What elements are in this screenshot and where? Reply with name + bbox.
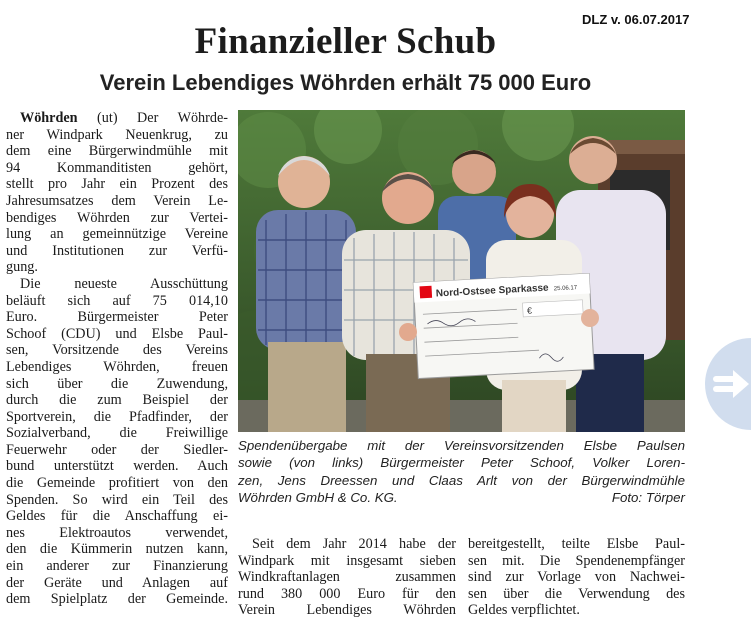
text-line: sen mit. Die Spendenempfänger — [468, 552, 685, 569]
text-line: Die neueste Ausschüttung — [20, 275, 228, 292]
text-line: Lebendiges Wöhrden, freuen — [6, 358, 228, 375]
text-line: die Gemeinde profitiert von den — [6, 475, 228, 492]
text-line: ner Windpark Neuenkrug, zu — [6, 126, 228, 143]
caption-line: sowie (von links) Bürgermeister Peter Schoof, Volker Loren- — [238, 455, 685, 471]
text-line: Windpark mit insgesamt sieben — [238, 552, 456, 569]
text-line: nes Elektroautos verwendet, — [6, 524, 228, 541]
text-line: bund unterstützt werden. Auch — [6, 458, 228, 475]
text-line: Windkraftanlagen zusammen — [238, 569, 456, 586]
text-line: (ut) Der Wöhrde- — [77, 110, 228, 126]
group-photo — [238, 110, 685, 432]
text-line: rund 380 000 Euro für den — [238, 585, 456, 602]
text-line: sen, Vorsitzende des Vereins — [6, 342, 228, 359]
text-line: dem eine Bürgerwindmühle mit — [6, 143, 228, 160]
caption-line: zen, Jens Dreessen und Claas Arlt von der Bürgerwindmühle — [238, 472, 685, 488]
text-line: Seit dem Jahr 2014 habe der — [252, 536, 456, 552]
cheque-date: 25.06.17 — [553, 285, 578, 293]
text-line: Spenden. So wird ein Teil des — [6, 491, 228, 508]
text-line: der Geräte und Anlagen auf — [6, 574, 228, 591]
caption-line: Wöhrden GmbH & Co. KG. — [238, 490, 398, 506]
text-line: Euro. Bürgermeister Peter — [6, 309, 228, 326]
text-line: bereitgestellt, teilte Elsbe Paul- — [468, 536, 685, 552]
paragraph-2 — [6, 276, 228, 608]
text-line: stellt pro Jahr ein Prozent des — [6, 176, 228, 193]
caption-line: Spendenübergabe mit der Vereinsvorsitzenden Elsbe Paulsen — [238, 438, 685, 453]
text-line: Sozialverband, die Freiwillige — [6, 425, 228, 442]
next-page-button[interactable] — [705, 338, 751, 430]
subheadline: Verein Lebendiges Wöhrden erhält 75 000 Euro — [99, 70, 592, 95]
text-line: Geldes für die Anschaffung ei- — [6, 508, 228, 525]
text-line: und Institutionen zur Verfü- — [6, 242, 228, 259]
text-line: gung. — [6, 259, 38, 276]
text-line: Verein Lebendiges Wöhrden — [238, 602, 456, 619]
text-line: Jahresumsatzes dem Verein Le- — [6, 192, 228, 209]
article-column-1 — [6, 110, 228, 608]
text-line: 94 Kommanditisten gehört, — [6, 159, 228, 176]
text-line: Schoof (CDU) und Elsbe Paul- — [6, 325, 228, 342]
text-line: ein anderer zur Finanzierung — [6, 558, 228, 575]
paragraph-1 — [6, 110, 228, 276]
cheque-amount: € — [526, 305, 533, 316]
text-line: Geldes verpflichtet. — [468, 602, 580, 619]
text-line: dem Spielplatz der Gemeinde. — [6, 591, 228, 608]
photo-illustration — [238, 110, 685, 432]
dateline-place: Wöhrden — [20, 110, 78, 126]
text-line: bendiges Wöhrden zur Vertei- — [6, 209, 228, 226]
arrow-right-icon — [711, 364, 751, 404]
photo-caption — [238, 437, 685, 507]
text-line: den die Kümmerin nutzen kann, — [6, 541, 228, 558]
text-line: durch die zum Beispiel der — [6, 392, 228, 409]
text-line: sind zur Vorlage von Nachwei- — [468, 569, 685, 586]
photo-credit: Foto: Törper — [611, 490, 685, 506]
headline: Finanzieller Schub — [194, 21, 497, 62]
source-tag: DLZ v. 06.07.2017 — [582, 12, 690, 27]
article-column-2 — [238, 536, 456, 619]
text-line: sich über die Zuwendung, — [6, 375, 228, 392]
text-line: lung an gemeinnützige Vereine — [6, 226, 228, 243]
cheque-bank: Nord-Ostsee Sparkasse — [435, 282, 549, 300]
text-line: sen über die Verwendung des — [468, 585, 685, 602]
text-line: beläuft sich auf 75 014,10 — [6, 292, 228, 309]
text-line: Feuerwehr oder der Siedler- — [6, 441, 228, 458]
article-column-3 — [468, 536, 685, 619]
text-line: Sportverein, die Pfadfinder, der — [6, 408, 228, 425]
